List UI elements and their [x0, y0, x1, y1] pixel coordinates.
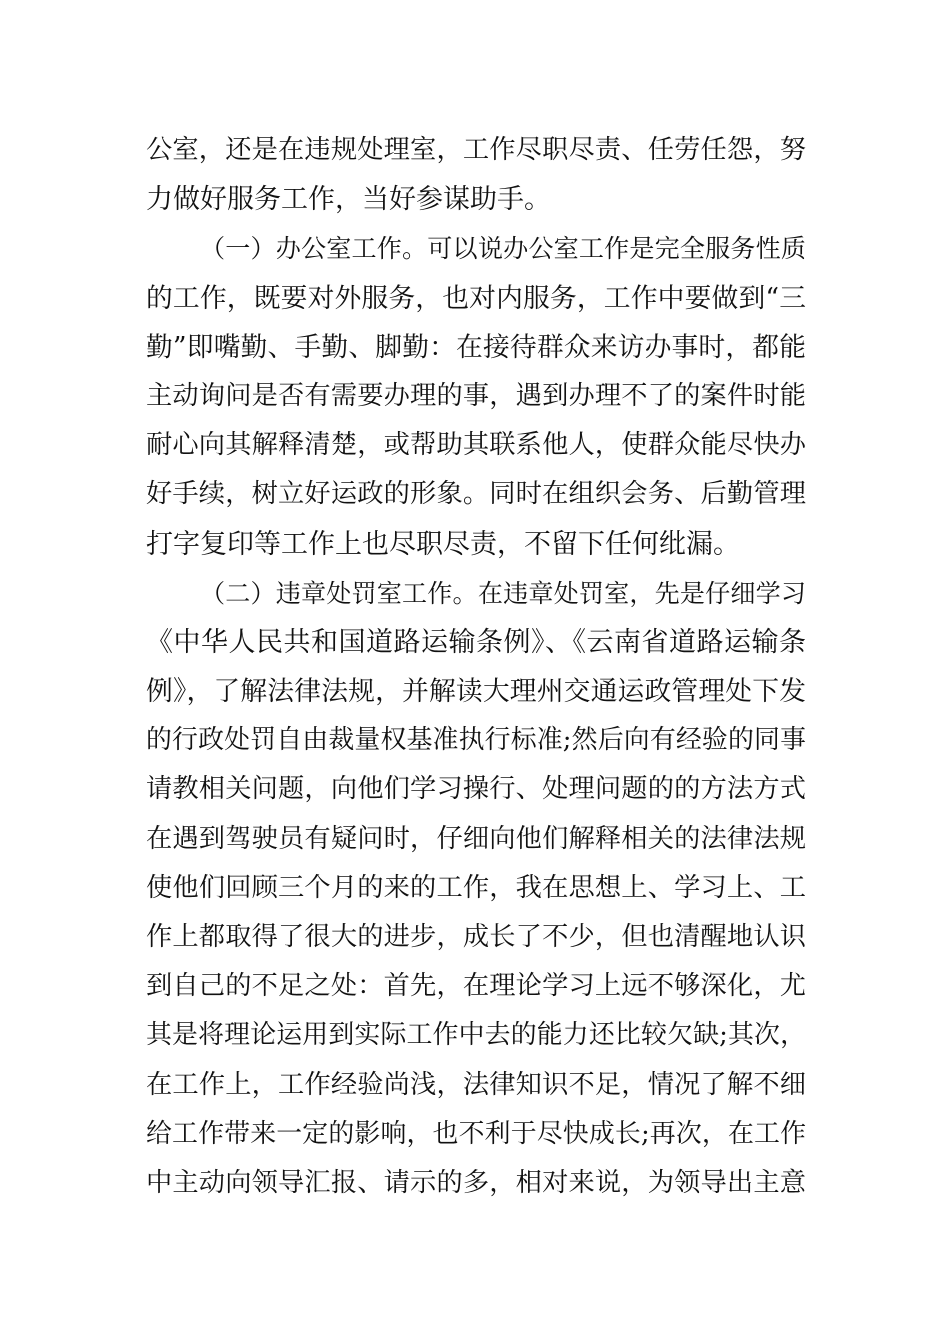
- paragraph-first-line: （一）办公室工作。可以说办公室工作是完全服务性质: [200, 234, 806, 264]
- text-line: 耐心向其解释清楚，或帮助其联系他人，使群众能尽快办: [146, 430, 806, 461]
- text-line: 在遇到驾驶员有疑问时，仔细向他们解释相关的法律法规: [146, 823, 806, 854]
- text-line: 在工作上，工作经验尚浅，法律知识不足，情况了解不细: [146, 1069, 806, 1100]
- text-line: 例》，了解法律法规，并解读大理州交通运政管理处下发: [146, 676, 806, 708]
- text-line: 力做好服务工作，当好参谋助手。: [146, 184, 551, 216]
- text-line: 中主动向领导汇报、请示的多，相对来说，为领导出主意: [146, 1167, 806, 1198]
- text-line: 主动询问是否有需要办理的事，遇到办理不了的案件时能: [146, 380, 806, 411]
- text-line: 的行政处罚自由裁量权基准执行标准;然后向有经验的同事: [146, 725, 806, 756]
- text-line: 的工作，既要对外服务，也对内服务，工作中要做到“三: [146, 282, 806, 314]
- paragraph-first-line: （二）违章处罚室工作。在违章处罚室，先是仔细学习: [200, 578, 806, 608]
- text-line: 作上都取得了很大的进步，成长了不少，但也清醒地认识: [146, 922, 806, 952]
- text-line: 到自己的不足之处：首先，在理论学习上远不够深化，尤: [146, 971, 806, 1002]
- text-line: 请教相关问题，向他们学习操行、处理问题的的方法方式: [146, 774, 806, 805]
- text-line: 其是将理论运用到实际工作中去的能力还比较欠缺;其次，: [146, 1020, 806, 1051]
- text-line: 好手续，树立好运政的形象。同时在组织会务、后勤管理: [146, 479, 806, 510]
- text-line: 使他们回顾三个月的来的工作，我在思想上、学习上、工: [146, 872, 806, 903]
- text-line: 勤”即嘴勤、手勤、脚勤：在接待群众来访办事时，都能: [146, 331, 806, 363]
- text-line: 公室，还是在违规处理室，工作尽职尽责、任劳任怨，努: [146, 135, 806, 165]
- document-body: [146, 126, 806, 1208]
- text-line: 打字复印等工作上也尽职尽责，不留下任何纰漏。: [146, 528, 740, 560]
- text-line: 给工作带来一定的影响，也不利于尽快成长;再次，在工作: [146, 1118, 806, 1149]
- text-line: 《中华人民共和国道路运输条例》、《云南省道路运输条: [146, 626, 806, 658]
